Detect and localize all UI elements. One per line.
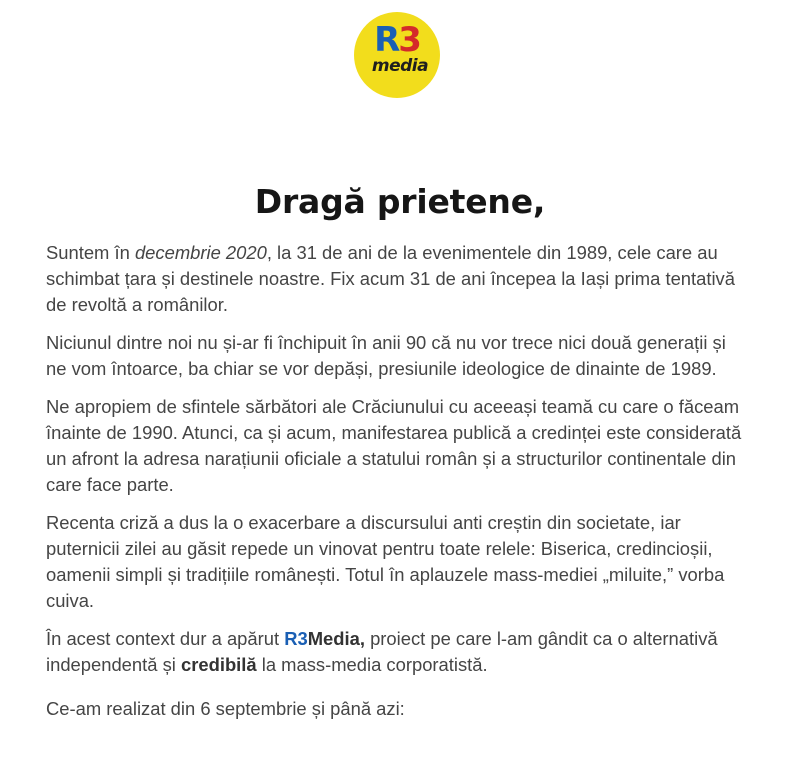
paragraph-5 [46, 626, 746, 678]
p5-text-c: la mass-media corporatistă. [256, 654, 488, 675]
p1-text-a: Suntem în [46, 242, 135, 263]
paragraph-4: Recenta criză a dus la o exacerbare a discursului anti creștin din societate, iar puternicii zilei au găsit repede un vinovat pentru toate relele: Biserica, credincioșii, oamenii simpli și tradițiile românești. Totul în aplauzele mass-mediei „miluite,” vorba cuiva. [46, 512, 725, 611]
brand-media: Media, [307, 628, 365, 649]
logo-3-digit: 3 [398, 20, 420, 60]
p5-text-a: În acest context dur a apărut [46, 628, 285, 649]
paragraph-6: Ce-am realizat din 6 septembrie și până azi: [46, 698, 405, 719]
brand-name [284, 628, 365, 649]
paragraph-2: Niciunul dintre noi nu și-ar fi închipuit în anii 90 că nu vor trece nici două generații și ne vom întoarce, ba chiar se vor depăși, presiunile ideologice de dinainte de 1989. [46, 332, 726, 379]
letter-body [46, 240, 746, 734]
page-title: Dragă prietene, [254, 182, 546, 221]
p5-credibila-strong: credibilă [180, 654, 257, 675]
logo-circle [354, 12, 440, 98]
brand-r3: R3 [284, 628, 308, 649]
p1-text-b: , la 31 de ani de la evenimentele din 1989, cele care au schimbat țara și destinele noastre. Fix acum 31 de ani începea la Iași prima tentativă de revoltă a românilor. [46, 242, 735, 315]
paragraph-3: Ne apropiem de sfintele sărbători ale Crăciunului cu aceeași teamă cu care o făceam înainte de 1990. Atunci, ca și acum, manifestarea publică a credinței este considerată un afront la adresa narațiunii oficiale a statului român și a structurilor continentale din care face parte. [46, 396, 742, 495]
paragraph-1 [46, 240, 746, 318]
logo-media-text: media [371, 56, 429, 76]
p5-text-b: proiect pe care l-am gândit ca o alternativă independentă și [46, 628, 718, 675]
logo-r-letter: R [374, 20, 399, 60]
r3media-logo[interactable] [354, 12, 440, 98]
logo-r3-text [354, 22, 440, 58]
p1-date-emphasis: decembrie 2020 [134, 242, 267, 263]
